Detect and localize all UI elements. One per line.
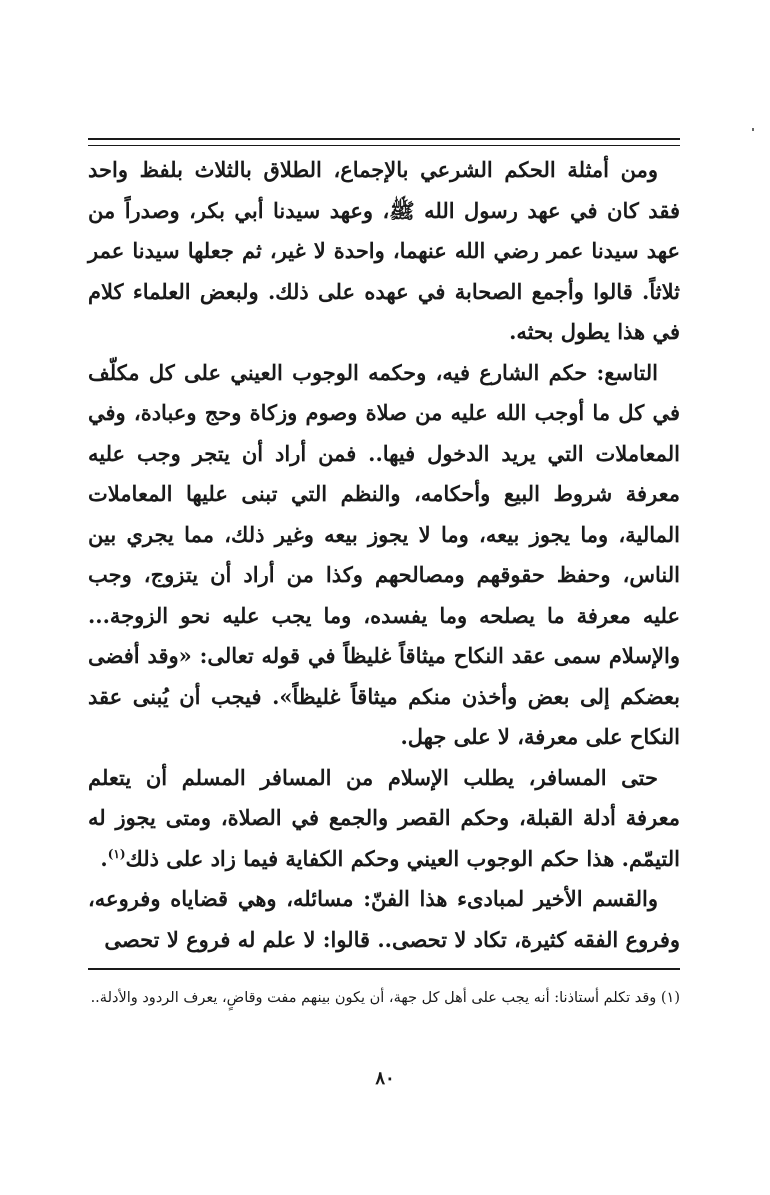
header-rule [88, 138, 680, 146]
footnote-reference: (١) [107, 846, 126, 861]
paragraph-1: ومن أمثلة الحكم الشرعي بالإجماع، الطلاق بالثلاث بلفظ واحد فقد كان في عهد رسول الله ﷺ، وعهد سيدنا أبي بكر، وصدراً من عهد سيدنا عمر رضي الله عنهما، واحدة لا غير، ثم جعلها سيدنا عمر ثلاثاً. قالوا وأجمع الصحابة في عهده على ذلك. ولبعض العلماء كلام في هذا يطول بحثه. [88, 157, 680, 344]
footnote-rule [88, 968, 680, 970]
paragraph-3-end: . [100, 845, 108, 871]
paragraph-3 [88, 758, 680, 880]
paragraph-2: التاسع: حكم الشارع فيه، وحكمه الوجوب العيني على كل مكلّف في كل ما أوجب الله عليه من صلاة وصوم وزكاة وحج وعبادة، وفي المعاملات التي يريد الدخول فيها.. فمن أراد أن يتجر وجب عليه معرفة شروط البيع وأحكامه، والنظم التي تبنى عليها المعاملات المالية، وما يجوز بيعه، وما لا يجوز بيعه وغير ذلك، مما يجري بين الناس، وحفظ حقوقهم ومصالحهم وكذا من أراد أن يتزوج، وجب عليه معرفة ما يصلحه وما يفسده، وما يجب عليه نحو الزوجة... والإسلام سمى عقد النكاح ميثاقاً غليظاً في قوله تعالى: «وقد أفضى بعضكم إلى بعض وأخذن منكم ميثاقاً غليظاً». فيجب أن يُبنى عقد النكاح على معرفة، لا على جهل. [88, 359, 680, 749]
page-number: ٨٠ [375, 1068, 395, 1089]
margin-mark [752, 128, 754, 131]
main-text [88, 150, 680, 960]
footnote-text: (١) وقد تكلم أستاذنا: أنه يجب على أهل كل جهة، أن يكون بينهم مفت وقاضٍ، يعرف الردود والأدلة.. [90, 990, 680, 1006]
paragraph-3-text: حتى المسافر، يطلب الإسلام من المسافر المسلم أن يتعلم معرفة أدلة القبلة، وحكم القصر والجمع في الصلاة، ومتى يجوز له التيمّم. هذا حكم الوجوب العيني وحكم الكفاية فيما زاد على ذلك [88, 764, 680, 871]
paragraph-4: والقسم الأخير لمبادىء هذا الفنّ: مسائله، وهي قضاياه وفروعه، وفروع الفقه كثيرة، تكاد لا تحصى.. قالوا: لا علم له فروع لا تحصى [88, 886, 680, 952]
